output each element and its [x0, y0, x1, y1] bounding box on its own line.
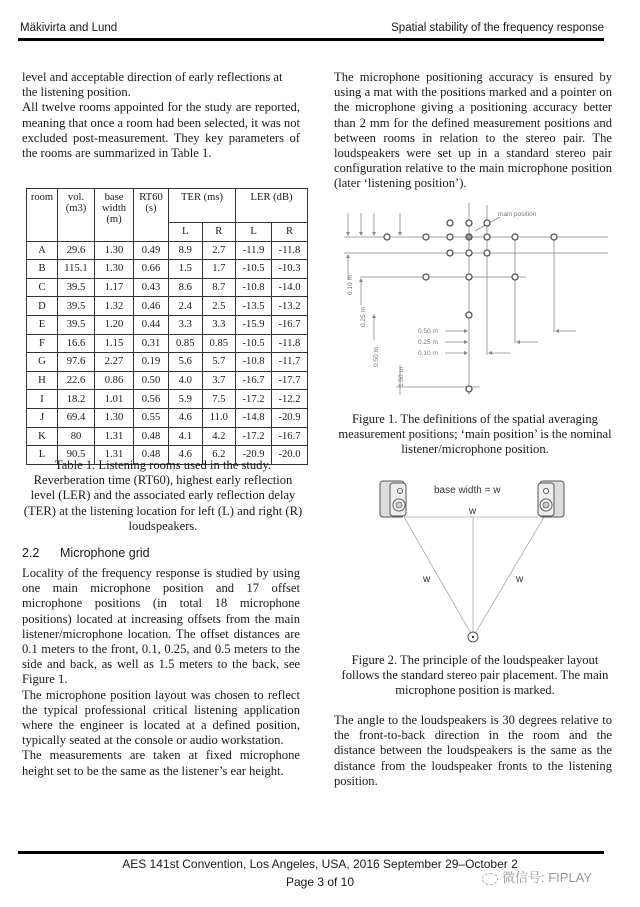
paragraph: All twelve rooms appointed for the study are reported, meaning that once a room had been selected, it was not excluded post-measurement. They key parameters of the rooms are summarized in Table 1. [22, 100, 301, 161]
table-cell: 8.6 [169, 278, 203, 297]
table-cell: 0.85 [169, 334, 203, 353]
table-cell: 1.32 [95, 297, 134, 316]
table-cell: J [27, 408, 58, 427]
table-cell: 0.49 [134, 241, 169, 260]
table-cell: 4.2 [202, 427, 236, 446]
table-cell: 0.46 [134, 297, 169, 316]
table-cell: 1.31 [95, 446, 134, 465]
table-cell: 4.0 [169, 371, 203, 390]
table-cell: 0.50 [134, 371, 169, 390]
watermark-text: 微信号: FIPLAY [502, 870, 593, 885]
table-cell: -13.5 [236, 297, 272, 316]
table-cell: E [27, 315, 58, 334]
right-speaker-icon [538, 481, 564, 517]
table-cell: 18.2 [58, 390, 95, 409]
table-cell: 8.9 [169, 241, 203, 260]
footer-conference: AES 141st Convention, Los Angeles, USA, 2016 September 29–October 2 [122, 857, 518, 871]
table-cell: 39.5 [58, 278, 95, 297]
table-cell: 3.3 [202, 315, 236, 334]
table-cell: 0.86 [95, 371, 134, 390]
paragraph: The microphone positioning accuracy is ensured by using a mat with the positions marked and a pointer on the microphone giving a positioning accuracy better than 2 mm for the defined measurement positions and between rooms in relation to the stereo pair. The loudspeakers were set up in a standard stereo pair configuration relative to the main microphone position (later ‘listening position’). [334, 70, 612, 191]
table-cell: 3.7 [202, 371, 236, 390]
table-row [27, 241, 308, 260]
th-ter-r: R [202, 223, 236, 242]
label-w-right: w [516, 574, 524, 585]
table-cell: 1.15 [95, 334, 134, 353]
table-cell: 90.5 [58, 446, 95, 465]
table-cell: 11.0 [202, 408, 236, 427]
table-cell: 2.5 [202, 297, 236, 316]
microphone-position-marker [484, 250, 490, 256]
microphone-position-marker [384, 234, 390, 240]
microphone-position-marker [551, 234, 557, 240]
table-cell: G [27, 353, 58, 372]
table-cell: -14.8 [236, 408, 272, 427]
right-column-paragraph-1 [334, 70, 612, 192]
table-row [27, 315, 308, 334]
table-cell: 2.4 [169, 297, 203, 316]
table-row [27, 427, 308, 446]
table-cell: -16.7 [272, 427, 308, 446]
table-cell: -10.5 [236, 334, 272, 353]
th-ler-l: L [236, 223, 272, 242]
microphone-position-marker [484, 220, 490, 226]
right-side-line [473, 517, 544, 637]
label-main-position: main position [498, 211, 537, 218]
header-rule [18, 38, 604, 41]
table-cell: K [27, 427, 58, 446]
table-row [27, 334, 308, 353]
table-cell: 1.7 [202, 260, 236, 279]
table-cell: -14.0 [272, 278, 308, 297]
paragraph: level and acceptable direction of early reflections at the listening position. [22, 70, 283, 100]
table-cell: 7.5 [202, 390, 236, 409]
microphone-position-marker [466, 220, 472, 226]
table-cell: 8.7 [202, 278, 236, 297]
figure-1-microphone-grid [330, 195, 620, 400]
left-column [22, 70, 300, 161]
table-cell: -17.2 [236, 390, 272, 409]
table-cell: 5.9 [169, 390, 203, 409]
microphone-position-marker [512, 234, 518, 240]
table-row [27, 260, 308, 279]
label-base-width: base width = w [434, 485, 501, 496]
table-cell: -10.5 [236, 260, 272, 279]
th-vol: vol. (m3) [58, 189, 95, 242]
paragraph: The measurements are taken at fixed microphone height set to be the same as the listener’s ear height. [22, 748, 300, 778]
th-ter-l: L [169, 223, 203, 242]
table-row [27, 297, 308, 316]
table-cell: 6.2 [202, 446, 236, 465]
table-cell: -17.7 [272, 371, 308, 390]
running-header [20, 22, 604, 36]
table-cell: 1.5 [169, 260, 203, 279]
section-body [22, 566, 300, 779]
table-cell: -20.0 [272, 446, 308, 465]
table-cell: 0.56 [134, 390, 169, 409]
table-cell: -11.8 [272, 334, 308, 353]
table-cell: 22.6 [58, 371, 95, 390]
header-title: Spatial stability of the frequency response [391, 22, 604, 34]
figure-2-caption: Figure 2. The principle of the loudspeaker layout follows the standard stereo pair placement. The main microphone position is marked. [341, 653, 609, 698]
label-050-v: 0.50 m [373, 347, 380, 367]
table-cell: F [27, 334, 58, 353]
table-cell: 0.55 [134, 408, 169, 427]
table-cell: 69.4 [58, 408, 95, 427]
table-body [27, 241, 308, 464]
table-cell: C [27, 278, 58, 297]
table-cell: B [27, 260, 58, 279]
table-cell: A [27, 241, 58, 260]
th-ter: TER (ms) [169, 189, 236, 223]
table-cell: 1.01 [95, 390, 134, 409]
table-cell: 1.20 [95, 315, 134, 334]
table-row [27, 278, 308, 297]
paragraph: The microphone position layout was chosen to reflect the typical professional critical listening application where the engineer is located at a defined position, typically seated at the console or audio workstation. [22, 687, 300, 748]
th-ler-r: R [272, 223, 308, 242]
table-cell: -11.8 [272, 241, 308, 260]
table-cell: -20.9 [236, 446, 272, 465]
microphone-position-marker [447, 234, 453, 240]
main-position-marker [466, 234, 472, 240]
table-cell: 29.6 [58, 241, 95, 260]
table-cell: 5.7 [202, 353, 236, 372]
microphone-positions [384, 220, 557, 392]
th-room: room [27, 189, 58, 242]
table-cell: 4.1 [169, 427, 203, 446]
table-cell: 2.7 [202, 241, 236, 260]
footer-rule [18, 851, 604, 854]
th-ler: LER (dB) [236, 189, 308, 223]
table-cell: 80 [58, 427, 95, 446]
table-cell: -16.7 [272, 315, 308, 334]
left-side-line [404, 517, 473, 637]
table-row [27, 390, 308, 409]
table-1 [26, 188, 308, 465]
table-cell: 0.19 [134, 353, 169, 372]
table-cell: 39.5 [58, 297, 95, 316]
microphone-position-marker [423, 234, 429, 240]
table-cell: 1.30 [95, 260, 134, 279]
microphone-position-marker [466, 274, 472, 280]
microphone-position-marker [447, 220, 453, 226]
table-cell: D [27, 297, 58, 316]
microphone-position-marker [447, 250, 453, 256]
table-cell: 0.43 [134, 278, 169, 297]
section-heading [22, 546, 150, 560]
table-cell: 0.85 [202, 334, 236, 353]
table-cell: 16.6 [58, 334, 95, 353]
table-cell: 3.3 [169, 315, 203, 334]
right-column-paragraph-2 [334, 713, 612, 789]
label-025-h: 0.25 m [418, 339, 438, 346]
paragraph: Locality of the frequency response is studied by using one main microphone position and 17 offset microphone positions (in total 18 microphone positions) located at increasing offsets from the main listener/microphone location. The offset distances are 0.1 meters to the front, 0.1, 0.25, and 0.5 meters to the side and back, as well as 1.5 meters to the back, see Figure 1. [22, 566, 300, 687]
th-rt60: RT60 (s) [134, 189, 169, 242]
microphone-position-marker [466, 312, 472, 318]
label-w-top: w [469, 506, 477, 517]
table-cell: 0.48 [134, 446, 169, 465]
table-cell: 1.30 [95, 241, 134, 260]
table-cell: H [27, 371, 58, 390]
table-cell: 4.6 [169, 446, 203, 465]
paragraph: The angle to the loudspeakers is 30 degrees relative to the front-to-back direction in the room and the distance between the loudspeakers is the same as the distance from the loudspeaker fronts to the listening position. [334, 713, 612, 788]
table-cell: -13.2 [272, 297, 308, 316]
table-cell: 2.27 [95, 353, 134, 372]
watermark [482, 867, 592, 886]
table-cell: -17.2 [236, 427, 272, 446]
table-cell: I [27, 390, 58, 409]
table-cell: 97.6 [58, 353, 95, 372]
header-authors: Mäkivirta and Lund [20, 22, 118, 34]
table-cell: 0.48 [134, 427, 169, 446]
table-cell: -10.3 [272, 260, 308, 279]
table-row [27, 371, 308, 390]
microphone-position-marker [468, 632, 478, 642]
label-150-v: 1.50 m [398, 367, 405, 387]
left-speaker-icon [380, 481, 406, 517]
table-cell: -20.9 [272, 408, 308, 427]
table-cell: 5.6 [169, 353, 203, 372]
section-title: Microphone grid [60, 546, 150, 560]
microphone-position-marker [484, 234, 490, 240]
label-010-v: 0.10 m [347, 275, 354, 295]
label-050-h: 0.50 m [418, 328, 438, 335]
footer-page-number: Page 3 of 10 [285, 875, 355, 889]
table-cell: 115.1 [58, 260, 95, 279]
table-cell: -10.8 [236, 278, 272, 297]
figure-2-loudspeaker-layout [330, 465, 620, 650]
label-010-h: 0.10 m [418, 350, 438, 357]
th-base-width: base width (m) [95, 189, 134, 242]
table-cell: 1.30 [95, 408, 134, 427]
table-cell: 4.6 [169, 408, 203, 427]
microphone-position-marker [466, 386, 472, 392]
table-cell: -12.2 [272, 390, 308, 409]
table-1-caption: Table 1. Listening rooms used in the study. Reverberation time (RT60), highest early reflection level (LER) and the associated early reflection delay (TER) at the listening location for left (L) and right (R) loudspeakers. [23, 458, 303, 533]
table-cell: 1.17 [95, 278, 134, 297]
microphone-position-marker [466, 250, 472, 256]
table-cell: -11.9 [236, 241, 272, 260]
microphone-position-marker [512, 274, 518, 280]
table-cell: -16.7 [236, 371, 272, 390]
microphone-position-marker [423, 274, 429, 280]
table-cell: -10.8 [236, 353, 272, 372]
table-cell: L [27, 446, 58, 465]
section-number: 2.2 [22, 546, 40, 560]
label-025-v: 0.25 m [360, 307, 367, 327]
table-row [27, 353, 308, 372]
table-row [27, 408, 308, 427]
wechat-icon [482, 873, 498, 885]
table-cell: 0.44 [134, 315, 169, 334]
table-cell: 0.31 [134, 334, 169, 353]
table-cell: 1.31 [95, 427, 134, 446]
table-cell: -11.7 [272, 353, 308, 372]
label-w-left: w [423, 574, 431, 585]
table-cell: 39.5 [58, 315, 95, 334]
table-cell: -15.9 [236, 315, 272, 334]
table-cell: 0.66 [134, 260, 169, 279]
figure-1-caption: Figure 1. The definitions of the spatial averaging measurement positions; ‘main position’ is the nominal listener/microphone position. [338, 412, 612, 457]
